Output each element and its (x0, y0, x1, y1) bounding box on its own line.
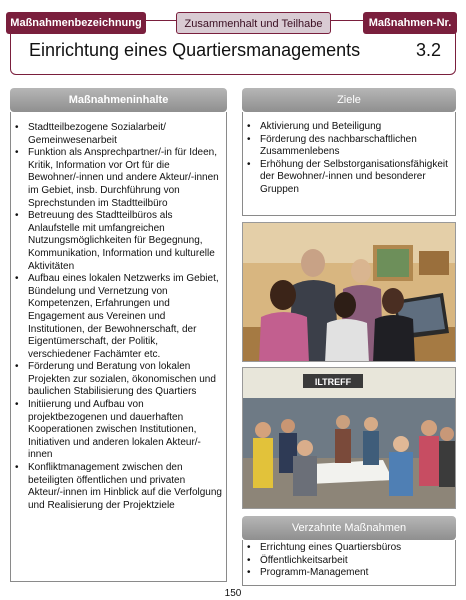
list-item: • Aufbau eines lokalen Netzwerks im Gebiet, Bündelung und Vernetzung von Kompetenzen, Erfahrungen und Engagement aus Vereinen und Institutionen, der Bewohnerschaft, der Eigentümerschaft, der Politik, verschiedener Fachämter etc. (11, 273, 222, 361)
photo-computer-group (242, 222, 456, 362)
measure-number: 3.2 (415, 40, 441, 60)
linked-list (243, 542, 455, 580)
label-massnahmenbezeichnung: Maßnahmenbezeichnung (6, 12, 146, 34)
photo-community-gathering-image (243, 368, 456, 509)
label-category: Zusammenhalt und Teilhabe (176, 12, 331, 34)
page-number: 150 (224, 588, 242, 599)
sign-text: ILTREFF (314, 377, 352, 387)
page-title: Einrichtung eines Quartiersmanagements (29, 40, 361, 60)
list-item: • Förderung und Beratung von lokalen Projekten zur sozialen, ökonomischen und baulichen Stabilisierung des Quartiers (11, 361, 222, 399)
content-list (11, 122, 226, 512)
content-panel-heading: Maßnahmeninhalte (10, 88, 227, 112)
list-item: • Betreuung des Stadtteilbüros als Anlaufstelle mit umfangreichen Nutzungsmöglichkeiten für Begegnung, Kommunikation, Information und kulturelle Aktivitäten (11, 210, 222, 273)
linked-panel-heading: Verzahnte Maßnahmen (242, 516, 456, 540)
list-item: • Öffentlichkeitsarbeit (243, 555, 455, 568)
list-item: • Konfliktmanagement zwischen den beteiligten öffentlichen und privaten Akteur/-innen im Hinblick auf die Verfolgung und Realisierung der Projektziele (11, 462, 222, 512)
label-massnahmen-nr: Maßnahmen-Nr. (363, 12, 457, 34)
list-item: • Programm-Management (243, 567, 455, 580)
photo-community-gathering (242, 367, 456, 509)
photo-computer-group-image (243, 223, 456, 362)
list-item: • Förderung des nachbarschaftlichen Zusammenlebens (243, 134, 451, 159)
list-item: • Errichtung eines Quartiersbüros (243, 542, 455, 555)
goals-panel (242, 112, 456, 216)
goals-panel-heading: Ziele (242, 88, 456, 112)
list-item: • Funktion als Ansprechpartner/-in für Ideen, Kritik, Information vor Ort für die Bewohner/-innen und andere Akteur/-innen im Gebiet, insb. Durchführung von Sprechstunden im Stadtteilbüro (11, 147, 222, 210)
linked-panel (242, 540, 456, 586)
content-panel (10, 112, 227, 582)
list-item: • Stadtteilbezogene Sozialarbeit/ Gemeinwesenarbeit (11, 122, 222, 147)
goals-list (243, 121, 455, 197)
list-item: • Initiierung und Aufbau von projektbezogenen und dauerhaften Kooperationen zwischen Institutionen, Initiativen und anderen lokalen Akteur/-innen (11, 399, 222, 462)
list-item: • Erhöhung der Selbstorganisationsfähigkeit der Bewohner/-innen und besonderer Gruppen (243, 159, 451, 197)
list-item: • Aktivierung und Beteiligung (243, 121, 451, 134)
